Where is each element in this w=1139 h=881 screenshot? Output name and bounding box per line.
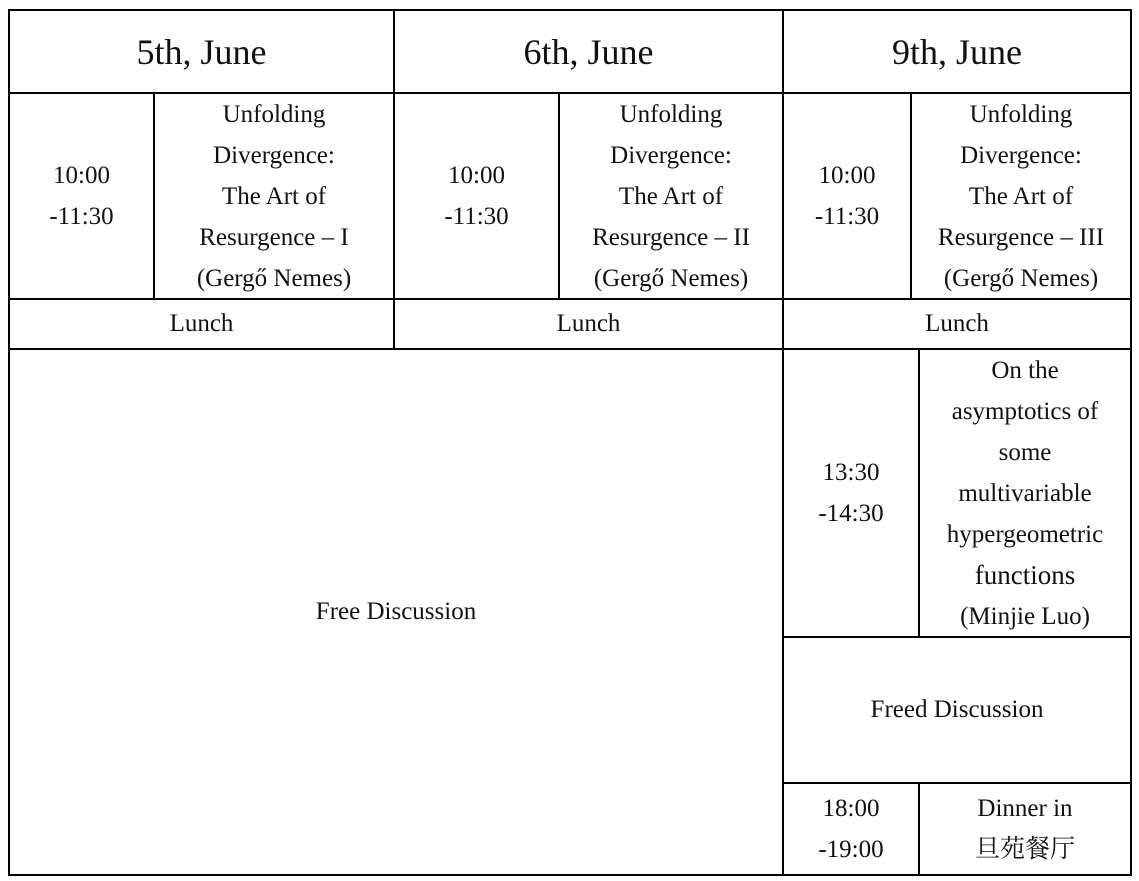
session-time: 13:30 -14:30 — [818, 459, 884, 527]
lunch-cell: Lunch — [925, 310, 989, 337]
session-title: Unfolding Divergence: The Art of Resurgence – I (Gergő Nemes) — [196, 100, 352, 292]
free-discussion-cell: Free Discussion — [315, 598, 477, 625]
lunch-cell: Lunch — [169, 310, 234, 337]
session-time: 10:00 -11:30 — [444, 162, 509, 230]
day-header-3: 9th, June — [892, 31, 1022, 72]
dinner-cell: Dinner in 旦苑餐厅 — [974, 795, 1075, 863]
session-time: 18:00 -19:00 — [818, 795, 884, 863]
session-title: On the asymptotics of some multivariable hypergeometric functions (Minjie Luo) — [946, 356, 1104, 630]
session-time: 10:00 -11:30 — [814, 162, 880, 230]
session-time: 10:00 -11:30 — [49, 162, 114, 230]
session-title: Unfolding Divergence: The Art of Resurgence – II (Gergő Nemes) — [592, 100, 750, 292]
session-title: Unfolding Divergence: The Art of Resurgence – III (Gergő Nemes) — [937, 100, 1105, 292]
freed-discussion-cell: Freed Discussion — [870, 696, 1044, 723]
grid-line — [8, 874, 1132, 876]
grid-line — [1130, 9, 1132, 876]
day-header-2: 6th, June — [523, 31, 654, 72]
lunch-cell: Lunch — [556, 310, 621, 337]
day-header-1: 5th, June — [136, 31, 267, 72]
